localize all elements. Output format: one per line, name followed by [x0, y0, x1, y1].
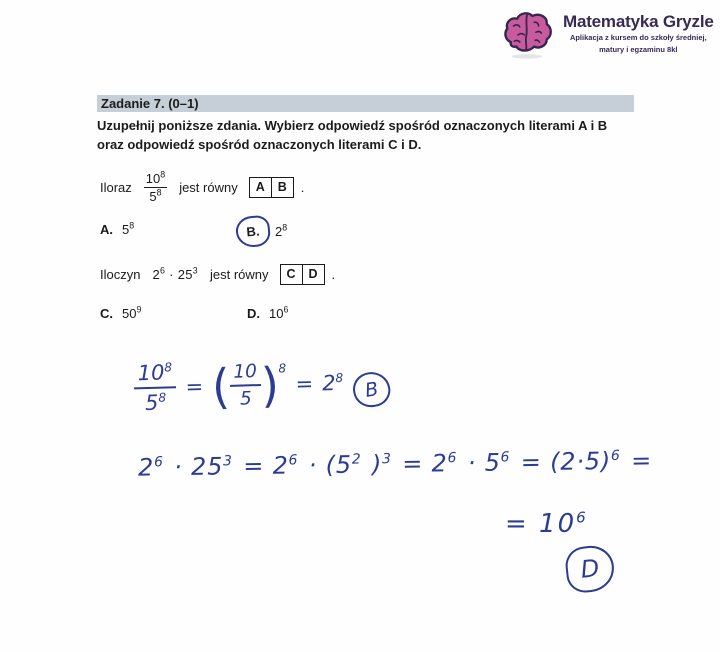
option-c-label: C.	[100, 306, 113, 321]
q2-factor2-base: 25	[177, 266, 193, 282]
q2-period: .	[331, 266, 336, 282]
hw-exponent: 2	[351, 451, 362, 468]
handwritten-line-2	[138, 446, 654, 481]
hw-frac1-denominator	[134, 388, 177, 415]
brain-icon	[498, 8, 556, 60]
hw-term: = 2	[402, 449, 448, 478]
hw-frac1-den-base: 5	[144, 390, 159, 416]
option-d-label: D.	[247, 306, 260, 321]
pen-circle-option-b	[235, 215, 272, 249]
hw-equals-2: =	[295, 371, 314, 397]
q1-den-base: 5	[149, 188, 157, 204]
option-d-value	[269, 306, 288, 321]
hw-segment	[138, 453, 164, 481]
hw-segment	[402, 449, 457, 478]
hw-segment	[468, 448, 511, 477]
option-b-exp: 8	[282, 222, 288, 233]
q2-verb: jest równy	[209, 266, 269, 282]
option-a-value	[122, 222, 134, 237]
hw-result-base: 2	[321, 371, 336, 396]
hw-exponent: 3	[381, 451, 392, 468]
hw-frac2-numerator: 10	[229, 361, 261, 387]
q1-den-exp: 8	[156, 187, 162, 198]
hw-term: 2	[137, 453, 155, 482]
answer-box-b: B	[271, 178, 293, 197]
q1-verb: jest równy	[179, 179, 238, 195]
answer-box-c: C	[286, 267, 296, 281]
task-instructions	[97, 116, 645, 154]
hw-exponent: 6	[447, 450, 458, 467]
hw-exponent: 6	[610, 447, 621, 464]
option-b	[236, 216, 287, 247]
hw-term: = 2	[243, 451, 289, 481]
hw-term: = (2·5)	[520, 446, 612, 477]
handwritten-line-1	[133, 355, 390, 416]
brand-title: Matematyka Gryzle	[563, 12, 714, 31]
option-c	[100, 306, 141, 321]
hw-exponent: 6	[288, 452, 299, 469]
hw-segment	[521, 447, 621, 476]
option-b-value	[275, 224, 287, 239]
question-2-statement	[100, 261, 335, 287]
option-b-label: B.	[245, 223, 261, 240]
q2-factor1-exp: 6	[160, 265, 166, 276]
option-c-exp: 9	[136, 304, 142, 315]
hw-segment	[309, 450, 362, 479]
brand-tagline-line1: Aplikacja z kursem do szkoły średniej,	[569, 33, 707, 42]
q1-prefix: Iloraz	[100, 179, 132, 195]
hw-term: · 25	[173, 452, 224, 482]
hw-term: =	[630, 446, 653, 475]
hw-circled-answer-d: D	[564, 544, 617, 595]
hw-frac2-denominator: 5	[239, 388, 252, 410]
hw-result	[322, 371, 344, 396]
hw-exponent: 3	[223, 453, 233, 470]
option-d-base: 10	[269, 306, 284, 321]
hw-fraction-1	[133, 360, 177, 415]
hw-term: · (5	[308, 450, 353, 480]
instruction-line-1: Uzupełnij poniższe zdania. Wybierz odpowiedź spośród oznaczonych literami A i B	[97, 118, 608, 133]
q1-fraction-denominator	[144, 188, 167, 204]
q2-answer-boxes	[280, 264, 325, 285]
hw-frac1-numerator	[133, 360, 176, 389]
option-a	[100, 222, 134, 237]
answer-box-d: D	[302, 265, 324, 284]
brand-text	[563, 8, 714, 55]
hw-segment	[243, 451, 298, 480]
brand-logo	[498, 8, 714, 60]
hw-result-exp: 8	[335, 370, 344, 386]
hw-final-exponent: 6	[576, 508, 588, 527]
option-d	[247, 306, 288, 321]
hw-final-result: = 10	[505, 509, 577, 539]
q1-num-exp: 8	[160, 169, 166, 180]
hw-close-paren: )	[260, 356, 280, 413]
hw-segment	[372, 450, 392, 478]
q2-times-dot: ·	[169, 266, 174, 282]
question-1-statement	[100, 164, 304, 210]
hw-segment	[174, 452, 233, 481]
option-c-base: 50	[122, 306, 137, 321]
brand-tagline-line2: matury i egzaminu 8kl	[599, 44, 678, 54]
option-a-base: 5	[122, 222, 130, 237]
hw-fraction-2	[229, 361, 262, 410]
q2-expression	[152, 267, 198, 282]
option-a-label: A.	[100, 222, 113, 237]
hw-term: )	[371, 450, 383, 479]
hw-circled-answer-b: B	[351, 369, 393, 410]
q1-period: .	[300, 179, 305, 195]
q2-prefix: Iloczyn	[100, 266, 141, 282]
option-d-exp: 6	[283, 304, 289, 315]
hw-frac1-den-exp: 8	[158, 390, 167, 405]
instruction-line-2: oraz odpowiedź spośród oznaczonych literami C i D.	[97, 137, 422, 152]
hw-equals-1: =	[185, 374, 204, 399]
option-c-value	[122, 306, 141, 321]
q2-factor2-exp: 3	[192, 265, 198, 276]
q1-answer-boxes	[249, 177, 294, 198]
hw-open-paren: (	[211, 358, 231, 415]
handwritten-line-3	[505, 509, 588, 539]
option-b-base: 2	[275, 224, 283, 239]
q1-num-base: 10	[145, 170, 161, 186]
hw-exponent: 6	[500, 449, 511, 466]
q1-fraction	[144, 171, 167, 204]
answer-box-a: A	[255, 180, 265, 194]
hw-exponent: 6	[153, 454, 164, 471]
task-title-bar: Zadanie 7. (0–1)	[97, 95, 634, 112]
brand-tagline	[570, 32, 707, 55]
q2-factor1-base: 2	[152, 266, 160, 282]
hw-frac1-num-exp: 8	[164, 360, 173, 375]
hw-frac1-num-base: 10	[137, 360, 165, 386]
hw-term: · 5	[467, 448, 501, 477]
hw-segment	[631, 446, 652, 474]
option-a-exp: 8	[129, 220, 135, 231]
q1-fraction-numerator	[144, 171, 167, 188]
